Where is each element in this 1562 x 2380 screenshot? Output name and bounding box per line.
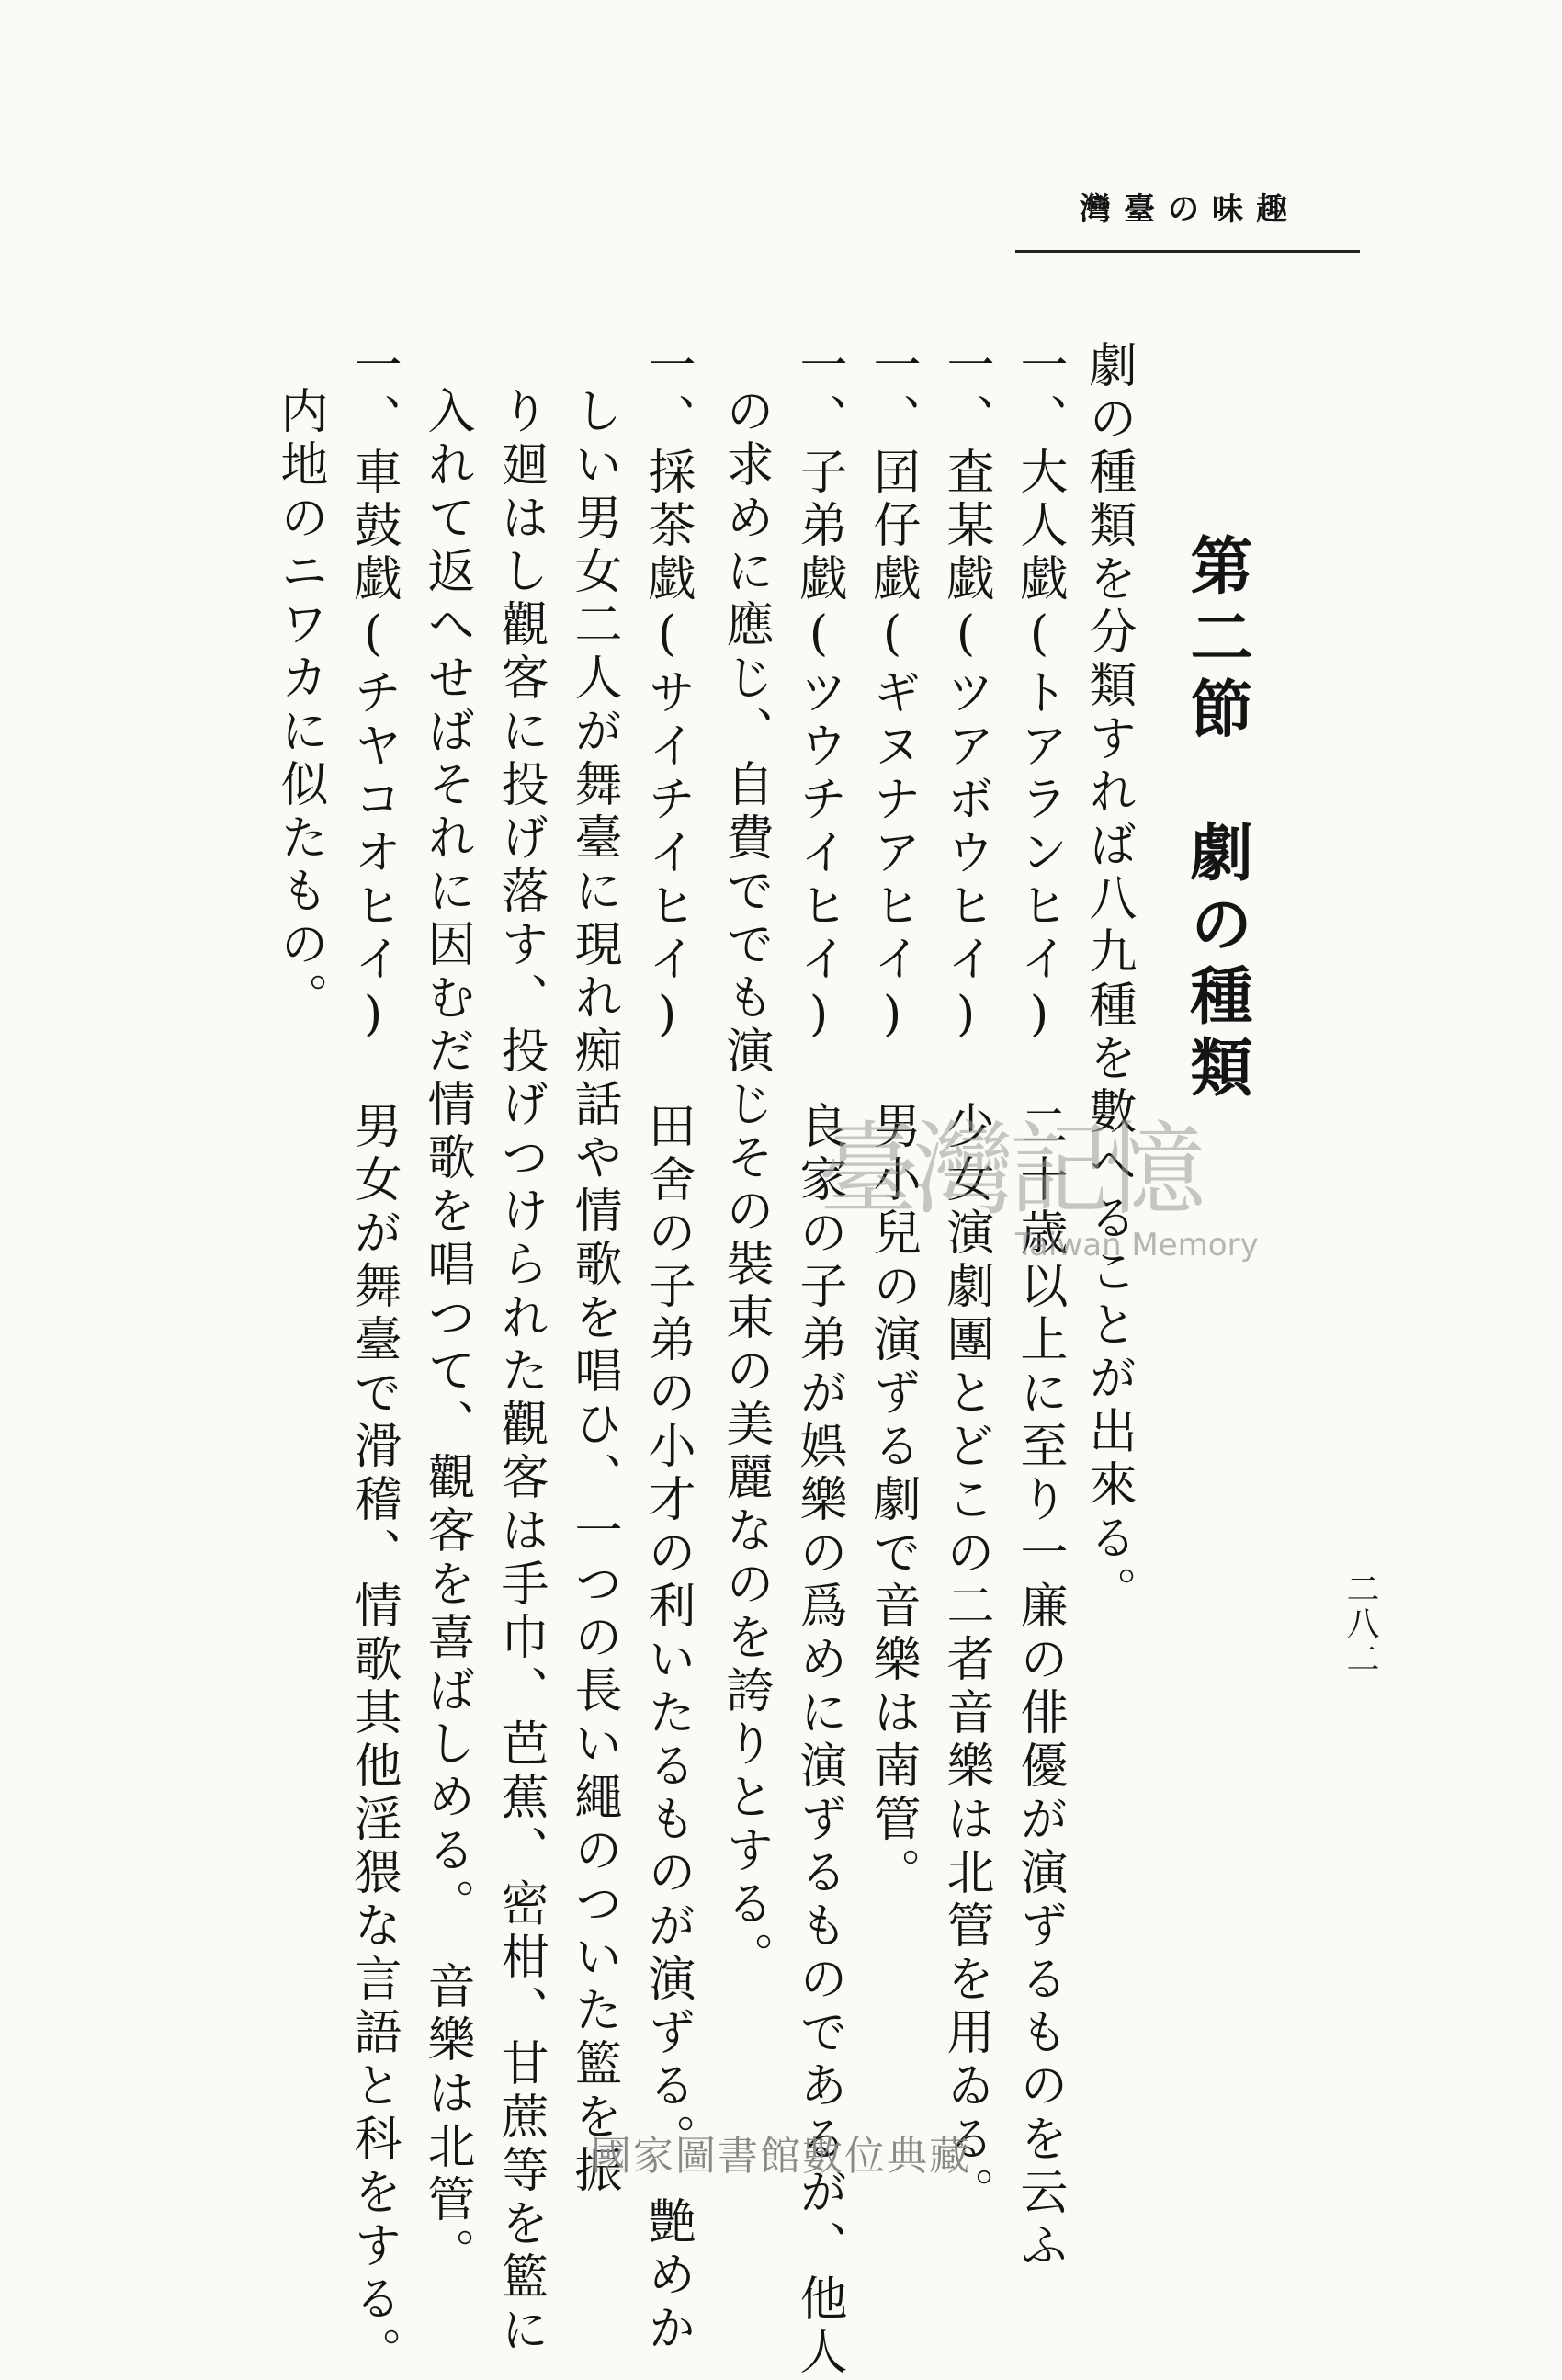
running-header: 趣味の臺灣 [1080,191,1300,228]
intro-line: 劇の種類を分類すれば八九種を數へることが出來る。 [1081,340,1136,1619]
watermark-english-text: Taiwan Memory [1015,1227,1259,1264]
section-title: 第二節 劇の種類 [1180,533,1253,1106]
header-rule [1015,250,1360,253]
watermark-logo-text: 臺灣記憶 [818,1111,1200,1229]
item-line-5-4: 入れて返へせばそれに因むだ情歌を唱つて、觀客を喜ばしめる。 音樂は北管。 [419,386,474,2281]
item-line-5-1: 一、採茶戯(サイチイヒイ) 田舍の子弟の小才の利いたるものが演ずる。 艶めか [640,340,695,2356]
watermark [818,1089,1259,1264]
item-line-1-1: 一、大人戯(トアランヒイ) 二十歳以上に至り一廉の俳優が演ずるものを云ふ [1012,340,1067,2273]
item-line-5-2: しい男女二人が舞臺に現れ痴話や情歌を唱ひ、一つの長い繩のついた籃を振 [566,386,621,2198]
item-line-6-2: 内地のニワカに似たもの。 [272,386,327,1026]
item-line-4-1: 一、子弟戯(ツウチイヒイ) 良家の子弟が娯樂の爲めに演ずるものであるが、他人 [791,340,846,2380]
item-line-6-1: 一、車鼓戯(チヤコオヒイ) 男女が舞臺で滑稽、情歌其他淫猥な言語と科をする。 [345,340,401,2380]
page-number: 二八二 [1341,1571,1379,1676]
item-line-3-1: 一、囝仔戯(ギヌナアヒイ) 男小兒の演ずる劇で音樂は南管。 [865,340,920,1900]
item-line-2-1: 一、査某戯(ツアボウヒイ) 少女演劇團とどこの二者音樂は北管を用ゐる。 [938,340,993,2220]
footer-credit: 國家圖書館數位典藏 [591,2133,971,2180]
item-line-5-3: り廻はし觀客に投げ落す、投げつけられた觀客は手巾、芭蕉、密柑、甘蔗等を籃に [492,386,548,2358]
item-line-4-2: の求めに應じ、自費ででも演じその裝束の美麗なのを誇りとする。 [718,386,773,1985]
